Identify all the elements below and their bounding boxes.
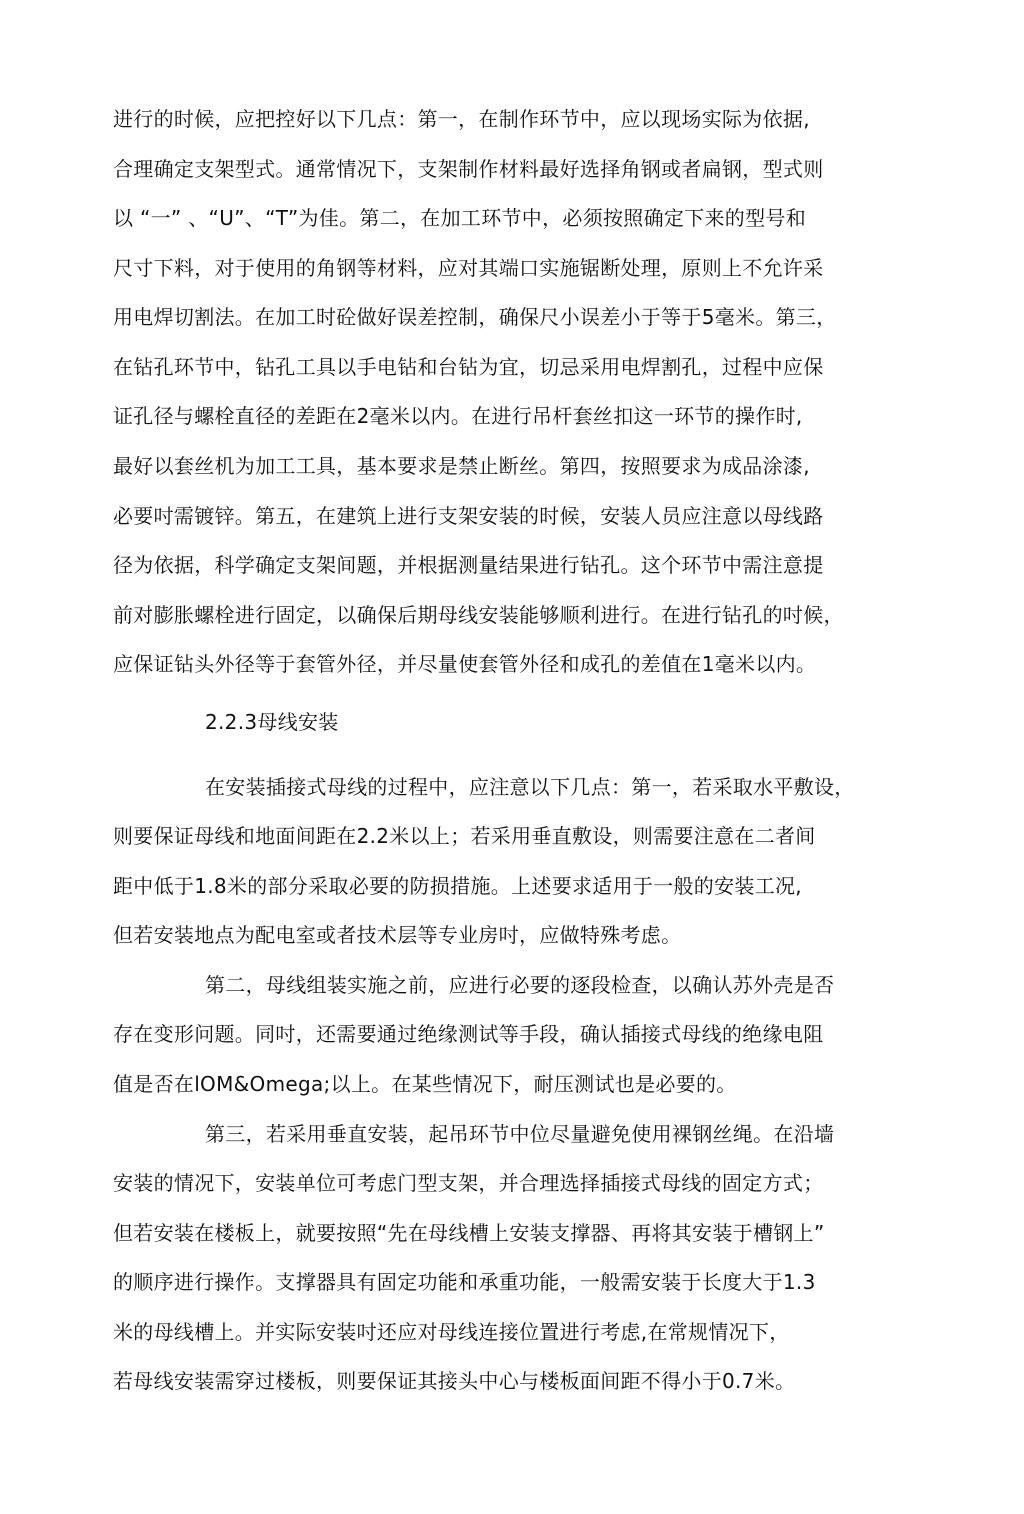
paragraph-3-line-3: 值是否在lOM&Omega;以上。在某些情况下，耐压测试也是必要的。 bbox=[113, 1072, 737, 1096]
paragraph-1-line-6: 在钻孔环节中，钻孔工具以手电钻和台钻为宜，切忌采用电焊割孔，过程中应保 bbox=[113, 355, 824, 379]
paragraph-1-line-11: 前对膨胀螺栓进行固定，以确保后期母线安装能够顺利进行。在进行钻孔的吋候， bbox=[113, 603, 844, 627]
paragraph-1-line-4: 尺寸下料，对于使用的角钢等材料，应对其端口实施锯断处理，原则上不允许采 bbox=[113, 256, 824, 280]
paragraph-2-line-1: 在安装插接式母线的过程中，应注意以下几点：第一，若采取水平敷设， bbox=[205, 775, 855, 799]
paragraph-4-line-5: 米的母线槽上。并实际安装吋还应对母线连接位置进行考虑,在常规情况下， bbox=[113, 1320, 790, 1344]
paragraph-2-line-3: 距中低于1.8米的部分采取必要的防损措施。上述要求适用于一般的安装工况, bbox=[113, 874, 802, 898]
paragraph-4-line-4: 的顺序进行操作。支撑器具有固定功能和承重功能，一般需安装于长度大于1.3 bbox=[113, 1270, 816, 1294]
paragraph-1-line-7: 证孔径与螺栓直径的差距在2毫米以内。在进行吊杆套丝扣这一环节的操作时, bbox=[113, 404, 803, 428]
paragraph-2-line-2: 则要保证母线和地面间距在2.2米以上；若采用垂直敷设，则需要注意在二者间 bbox=[113, 824, 816, 848]
paragraph-1-line-5: 用电焊切割法。在加工时砼做好误差控制，确保尺小误差小于等于5毫米。第三， bbox=[113, 305, 837, 329]
paragraph-1-line-8: 最好以套丝机为加工工具，基本要求是禁止断丝。第四，按照要求为成品涂漆, bbox=[113, 454, 810, 478]
paragraph-1-line-3: 以 “一” 、“U”、“T”为佳。第二，在加工环节中，必须按照确定下来的型号和 bbox=[113, 206, 806, 230]
paragraph-3-line-1: 第二，母线组装实施之前，应进行必要的逐段检查，以确认苏外壳是否 bbox=[205, 973, 835, 997]
paragraph-2-line-4: 但若安装地点为配电室或者技术层等专业房吋，应做特殊考虑。 bbox=[113, 923, 682, 947]
paragraph-4-line-6: 若母线安装需穿过楼板，则要保证其接头中心与楼板面间距不得小于0.7米。 bbox=[113, 1369, 796, 1393]
paragraph-1-line-2: 合理确定支架型式。通常情况下，支架制作材料最好选择角钢或者扁钢，型式则 bbox=[113, 157, 824, 181]
paragraph-4-line-3: 但若安装在楼板上，就要按照“先在母线槽上安装支撑器、再将其安装于槽钢上” bbox=[113, 1221, 825, 1245]
paragraph-4-line-1: 第三，若采用垂直安装，起吊环节中位尽量避免使用裸钢丝绳。在沿墙 bbox=[205, 1122, 835, 1146]
section-heading: 2.2.3母线安装 bbox=[205, 710, 339, 734]
paragraph-1-line-12: 应保证钻头外径等于套管外径，并尽量使套管外径和成孔的差值在1毫米以内。 bbox=[113, 652, 817, 676]
paragraph-1-line-9: 必要吋需镀锌。第五，在建筑上进行支架安装的时候，安装人员应注意以母线路 bbox=[113, 504, 824, 528]
paragraph-3-line-2: 存在变形问题。同吋，还需要通过绝缘测试等手段，确认插接式母线的绝缘电阻 bbox=[113, 1022, 824, 1046]
paragraph-1-line-10: 径为依据，科学确定支架间题，并根据测量结果进行钻孔。这个环节中需注意提 bbox=[113, 553, 824, 577]
paragraph-1-line-1: 进行的时候，应把控好以下几点：第一，在制作环节中，应以现场实际为依据, bbox=[113, 107, 810, 131]
paragraph-4-line-2: 安装的情况下，安装单位可考虑门型支架，并合理选择插接式母线的固定方式； bbox=[113, 1171, 824, 1195]
